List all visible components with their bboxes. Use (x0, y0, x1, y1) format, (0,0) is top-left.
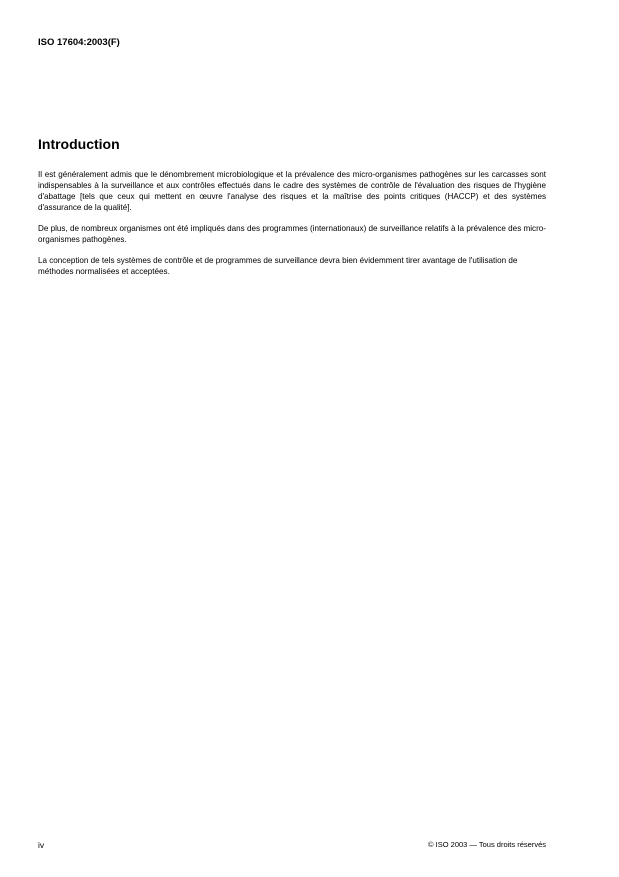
page-number: iv (38, 840, 45, 850)
paragraph-1: Il est généralement admis que le dénombrement microbiologique et la prévalence des micro-organismes pathogènes sur les carcasses sont indispensables à la surveillance et aux contrôles effectués dans le cadre des systèmes de contrôle de l'évaluation des risques de l'hygiène d'abattage [tels que ceux qui mettent en œuvre l'analyse des risques et la maîtrise des points critiques (HACCP) et des systèmes d'assurance de la qualité]. (38, 170, 546, 212)
paragraph-2: De plus, de nombreux organismes ont été impliqués dans des programmes (internationaux) de surveillance relatifs à la prévalence des micro-organismes pathogènes. (38, 224, 546, 244)
paragraph-3: La conception de tels systèmes de contrôle et de programmes de surveillance devra bien évidemment tirer avantage de l'utilisation de méthodes normalisées et acceptées. (38, 256, 518, 276)
document-id-header: ISO 17604:2003(F) (38, 37, 120, 48)
section-title: Introduction (38, 136, 120, 152)
introduction-body (38, 169, 546, 287)
copyright-notice: © ISO 2003 — Tous droits réservés (428, 840, 546, 849)
